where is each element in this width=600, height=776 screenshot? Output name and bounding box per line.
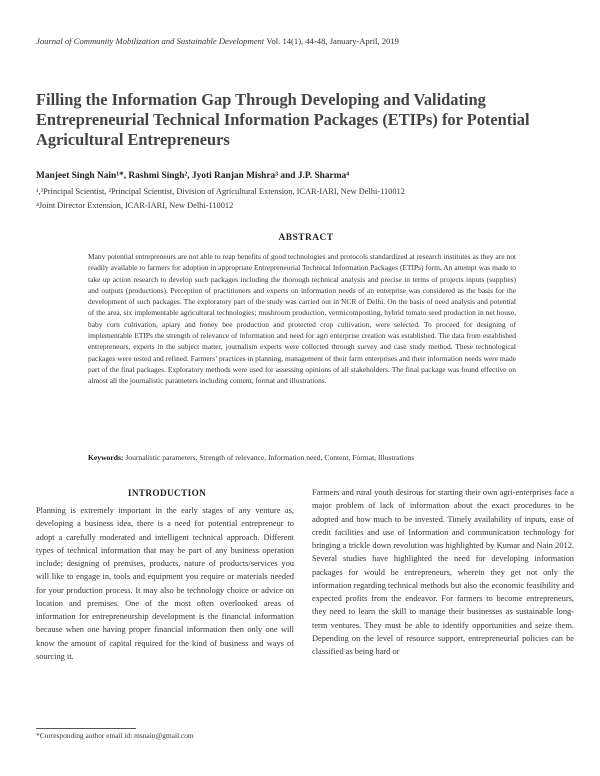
journal-issue: Vol. 14(1), 44-48, January-April, 2019 xyxy=(266,36,399,46)
footnote-divider xyxy=(36,728,136,729)
introduction-left-column: Planning is extremely important in the early stages of any venture as, developing a business idea, there is a need for potential entrepreneur to adopt a carefully moderated and intelligent technical approach. Different types of technical information that may be part of any business operation include; designing of premises, products, nature of products/services you will like to engage in, tools and equipment you require or materials needed for your production process. It may also be technology choice or advice on location and premises. One of the most often overlooked areas of information for entrepreneurship development is the financial information because when one having proper financial information then only one will know the amount of capital required for the kind of business and ways of sourcing it. xyxy=(36,506,294,661)
journal-header xyxy=(36,36,576,46)
keywords-list: Journalistic parameters, Strength of relevance, Information need, Content, Format, Illustrations xyxy=(125,453,415,462)
corresponding-author-footnote: *Corresponding author email id: msnain@gmail.com xyxy=(36,731,194,740)
paper-title: Filling the Information Gap Through Developing and Validating Entrepreneurial Technical Information Packages (ETIPs) for Potential Agricultural Entrepreneurs xyxy=(36,90,530,149)
keywords-label: Keywords: xyxy=(88,453,124,462)
affiliation-1: ¹,³Principal Scientist, ²Principal Scientist, Division of Agricultural Extension, ICAR-IARI, New Delhi-110012 xyxy=(36,187,405,196)
abstract-text: Many potential entrepreneurs are not able to reap benefits of good technologies and protocols standardized at research institutes as they are not readily available to farmers for adoption in appropriate Entrepreneurial Technical Information Packages (ETIPs) form. An attempt was made to take up action research to develop such packages including the thorough technical analysis and precise in terms of projects inputs (supplies) and outputs (productions). Perception of practitioners and experts on information needs of an enterprise was considered as the basis for the development of such packages. The exploratory part of the study was carried out in NCR of Delhi. On the basis of need analysis and potential of the area, six implementable agricultural technologies; mushroom production, vermicomposting, hybrid tomato seed production in net house, baby corn cultivation, apiary and honey bee production and protected crop cultivation, were selected. To proceed for designing of implementable ETIPs the strength of relevance of information and need for agri enterprise creation was established. The data from established entrepreneurs, experts in the subject matter, journalism experts were collected through survey and case study method. These technological packages were tested and refined. Farmers’ practices in planning, management of their farm enterprises and their information needs were made part of the final packages. Exploratory methods were used for assessing opinions of all stakeholders. The final package was found effective on almost all the journalistic parameters including content, format and illustrations. xyxy=(88,252,516,386)
abstract-heading: ABSTRACT xyxy=(278,233,334,243)
journal-name: Journal of Community Mobilization and Sustainable Development xyxy=(36,36,265,46)
author-list: Manjeet Singh Nain¹*, Rashmi Singh², Jyoti Ranjan Mishra³ and J.P. Sharma⁴ xyxy=(36,171,350,181)
affiliation-2: ⁴Joint Director Extension, ICAR-IARI, New Delhi-110012 xyxy=(36,201,234,210)
keywords-line xyxy=(88,453,516,462)
introduction-heading: INTRODUCTION xyxy=(127,488,207,498)
introduction-right-column: Farmers and rural youth desirous for starting their own agri-enterprises face a major problem of lack of information about the exact procedures to be adopted and how much to be invested. Timely availability of inputs, ease of credit facilities and use of Information and communication technology for bringing a trickle down revolution was highlighted by Kumar and Nain 2012. Several studies have highlighted the need for developing information packages for would be entrepreneurs, wherein they get not only the information regarding technical methods but also the economic feasibility and expected profits from the endeavor. For farmers to become entrepreneurs, they need to learn the skill to manage their businesses as sustainable long-term ventures. They must be able to identify opportunities and seize them. Depending on the level of resource support, entrepreneurial policies can be classified as being hard or xyxy=(312,488,574,656)
